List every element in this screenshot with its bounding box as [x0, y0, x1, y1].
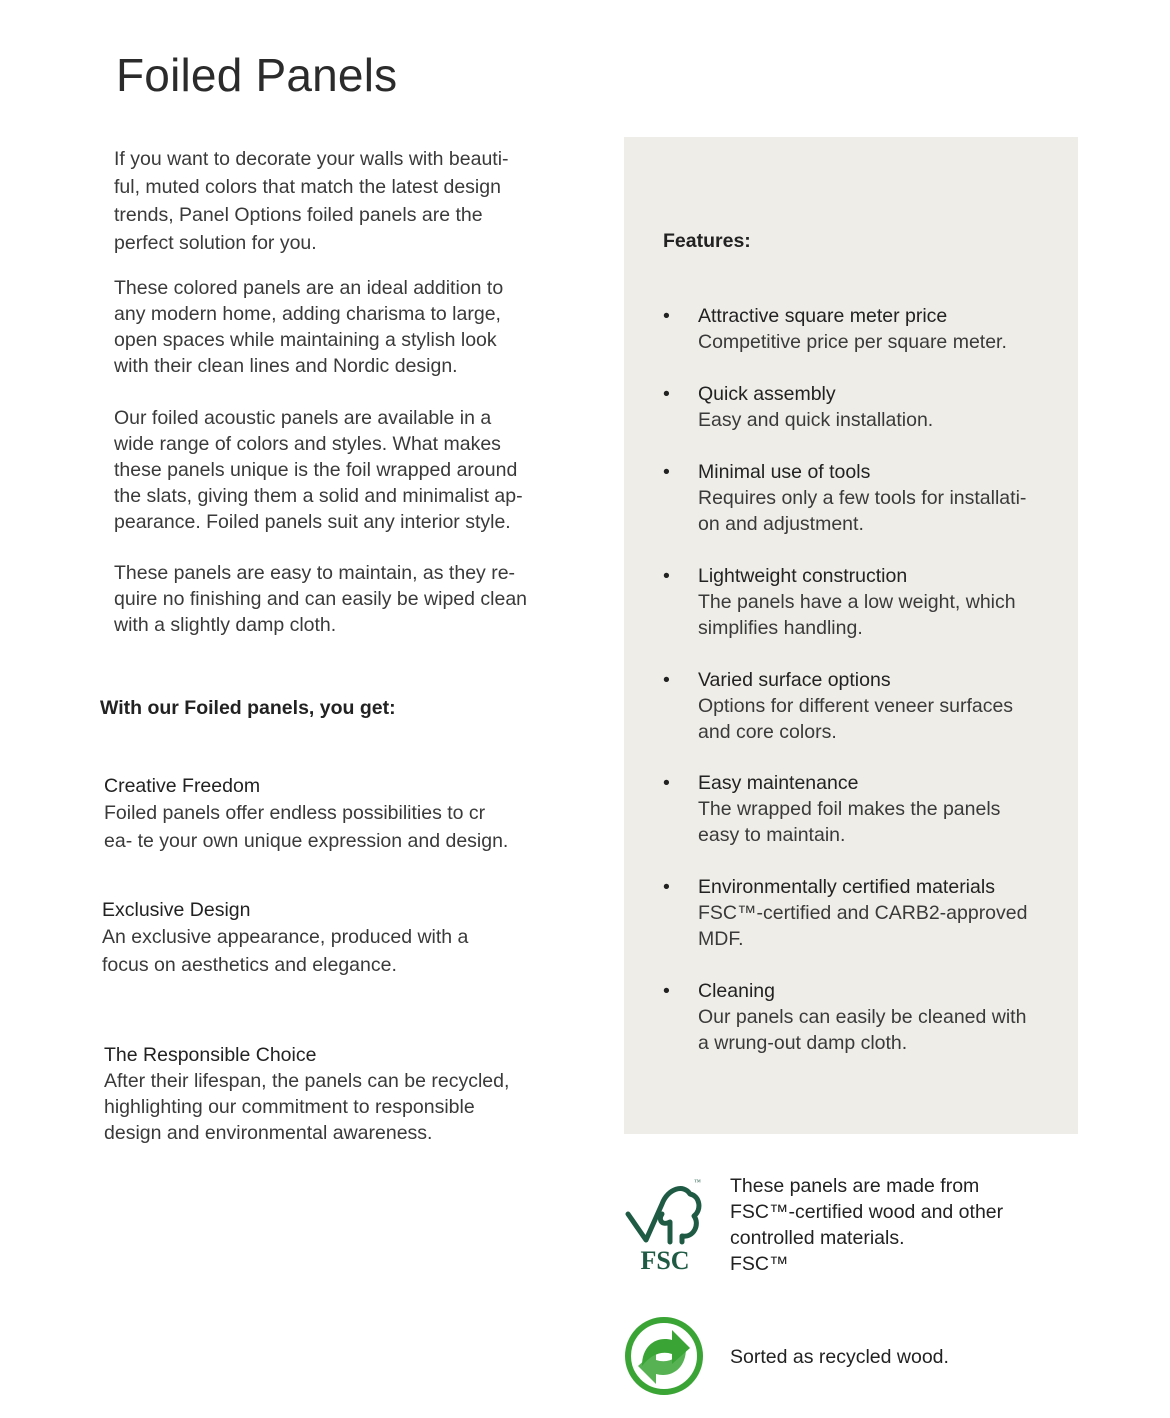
benefit-description [102, 923, 552, 979]
text-line: If you want to decorate your walls with beauti- [114, 148, 509, 170]
text-line: MDF. [698, 928, 744, 950]
bullet-icon: • [663, 305, 670, 327]
text-line: ea- te your own unique expression and design. [104, 830, 509, 852]
text-line: design and environmental awareness. [104, 1122, 433, 1144]
feature-item [663, 978, 1058, 1056]
bullet-icon: • [663, 980, 670, 1002]
bullet-icon: • [663, 383, 670, 405]
text-line: quire no finishing and can easily be wiped clean [114, 588, 528, 610]
text-line: with their clean lines and Nordic design. [114, 355, 458, 377]
text-line: and core colors. [698, 721, 837, 743]
feature-description [698, 900, 1058, 952]
bullet-icon: • [663, 669, 670, 691]
fsc-logo-icon [624, 1176, 706, 1274]
benefit-title: The Responsible Choice [104, 1044, 317, 1066]
features-panel [624, 137, 1078, 1134]
text-line: Our foiled acoustic panels are available in a [114, 407, 492, 429]
feature-description [698, 796, 1058, 848]
intro-paragraph-1 [114, 145, 554, 257]
recycled-text: Sorted as recycled wood. [730, 1346, 949, 1368]
benefit-title: Exclusive Design [102, 899, 251, 921]
text-line: ful, muted colors that match the latest design [114, 176, 501, 198]
text-line: Requires only a few tools for installati- [698, 487, 1027, 509]
feature-item [663, 874, 1058, 952]
text-line: These panels are made from [730, 1175, 980, 1197]
intro-paragraph-4 [114, 560, 554, 638]
text-line: The wrapped foil makes the panels [698, 798, 1001, 820]
feature-title: Lightweight construction [698, 565, 908, 587]
text-line: Our panels can easily be cleaned with [698, 1006, 1027, 1028]
text-line: Options for different veneer surfaces [698, 695, 1014, 717]
feature-item [663, 459, 1058, 537]
feature-title: Environmentally certified materials [698, 876, 995, 898]
text-line: These colored panels are an ideal addition to [114, 277, 504, 299]
text-line: FSC™-certified and CARB2-approved [698, 902, 1028, 924]
text-line: An exclusive appearance, produced with a [102, 926, 469, 948]
feature-item [663, 667, 1058, 745]
fsc-logo-text: FSC [640, 1246, 690, 1274]
feature-title: Attractive square meter price [698, 305, 948, 327]
benefits-heading: With our Foiled panels, you get: [100, 697, 396, 719]
feature-description [698, 407, 1058, 433]
feature-description [698, 329, 1058, 355]
benefit-description [104, 799, 554, 855]
text-line: Competitive price per square meter. [698, 331, 1007, 353]
text-line: pearance. Foiled panels suit any interior style. [114, 511, 511, 533]
intro-paragraph-2 [114, 275, 554, 379]
text-line: After their lifespan, the panels can be recycled, [104, 1070, 510, 1092]
feature-description [698, 485, 1058, 537]
text-line: open spaces while maintaining a stylish look [114, 329, 497, 351]
text-line: these panels unique is the foil wrapped around [114, 459, 518, 481]
feature-title: Varied surface options [698, 669, 891, 691]
text-line: with a slightly damp cloth. [114, 614, 337, 636]
feature-title: Easy maintenance [698, 772, 859, 794]
bullet-icon: • [663, 461, 670, 483]
text-line: Easy and quick installation. [698, 409, 934, 431]
text-line: perfect solution for you. [114, 232, 317, 254]
fsc-certification-text [730, 1173, 1050, 1277]
text-line: focus on aesthetics and elegance. [102, 954, 397, 976]
feature-description [698, 1004, 1058, 1056]
feature-description [698, 589, 1058, 641]
feature-description [698, 693, 1058, 745]
feature-item [663, 770, 1058, 848]
benefit-exclusive-design [102, 897, 552, 979]
text-line: any modern home, adding charisma to large, [114, 303, 501, 325]
intro-paragraph-3 [114, 405, 554, 535]
text-line: The panels have a low weight, which [698, 591, 1016, 613]
bullet-icon: • [663, 876, 670, 898]
text-line: FSC™-certified wood and other [730, 1201, 1004, 1223]
benefit-title: Creative Freedom [104, 775, 261, 797]
text-line: controlled materials. [730, 1227, 905, 1249]
text-line: These panels are easy to maintain, as they re- [114, 562, 516, 584]
text-line: a wrung-out damp cloth. [698, 1032, 908, 1054]
text-line: on and adjustment. [698, 513, 864, 535]
text-line: trends, Panel Options foiled panels are the [114, 204, 483, 226]
benefit-description [104, 1068, 554, 1146]
text-line: wide range of colors and styles. What makes [114, 433, 501, 455]
text-line: highlighting our commitment to responsible [104, 1096, 475, 1118]
text-line: Foiled panels offer endless possibilities to cr [104, 802, 486, 824]
recycle-icon [624, 1316, 704, 1396]
feature-item [663, 303, 1058, 355]
fsc-tm-mark: ™ [694, 1178, 701, 1186]
benefit-creative-freedom [104, 773, 554, 855]
feature-title: Cleaning [698, 980, 775, 1002]
feature-title: Minimal use of tools [698, 461, 871, 483]
bullet-icon: • [663, 565, 670, 587]
benefit-responsible-choice [104, 1042, 554, 1146]
feature-item [663, 563, 1058, 641]
page-title: Foiled Panels [116, 49, 398, 101]
feature-title: Quick assembly [698, 383, 836, 405]
feature-item [663, 381, 1058, 433]
text-line: simplifies handling. [698, 617, 863, 639]
bullet-icon: • [663, 772, 670, 794]
text-line: the slats, giving them a solid and minimalist ap- [114, 485, 523, 507]
text-line: easy to maintain. [698, 824, 846, 846]
text-line: FSC™ [730, 1253, 789, 1275]
features-heading: Features: [663, 230, 751, 252]
